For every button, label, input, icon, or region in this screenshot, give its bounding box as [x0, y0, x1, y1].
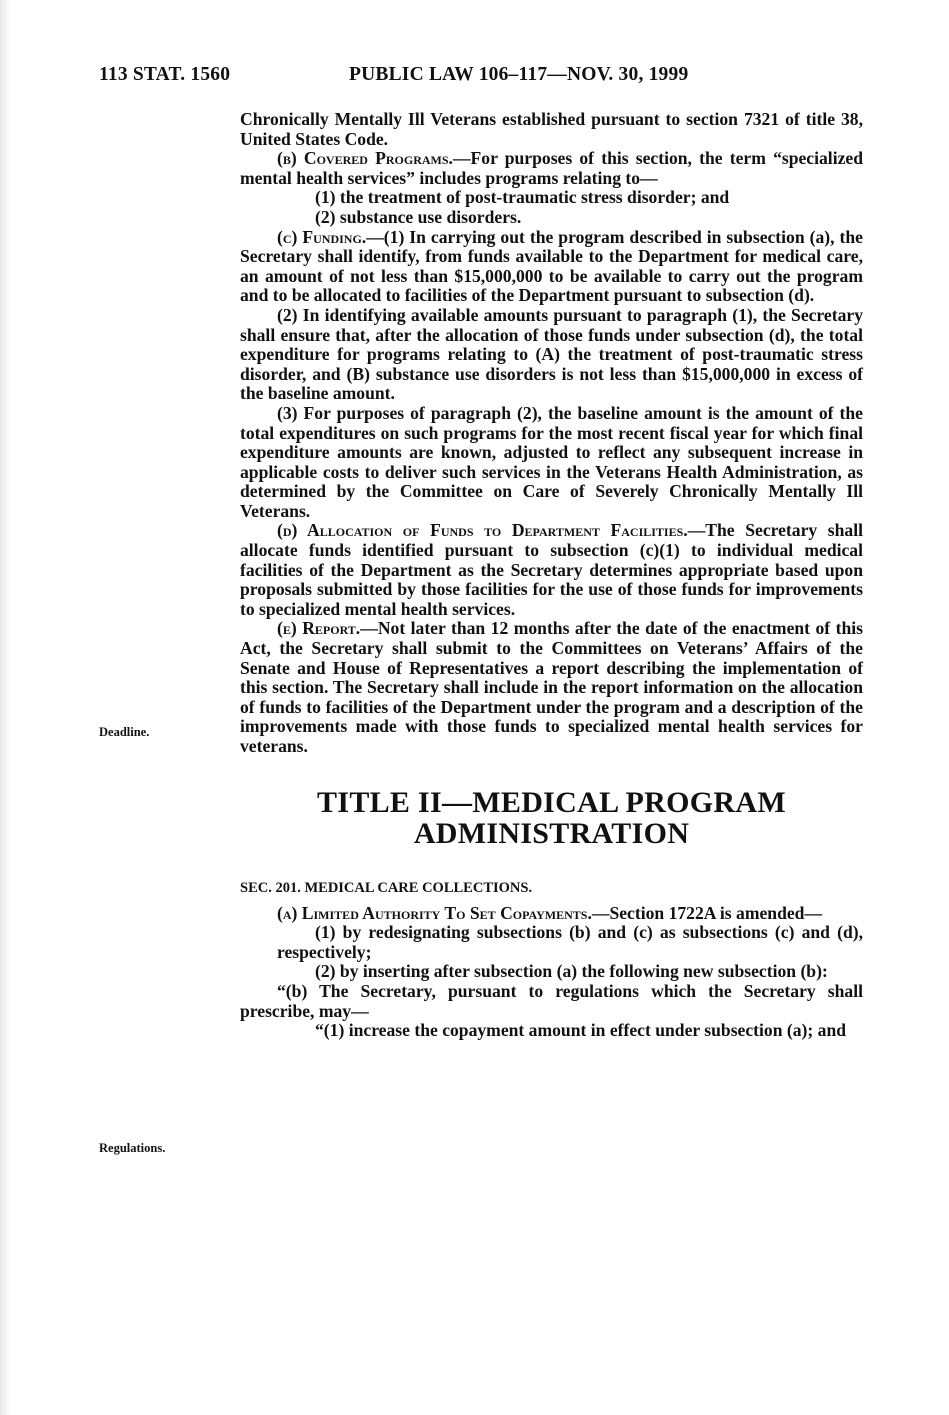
section-heading: SEC. 201. MEDICAL CARE COLLECTIONS.: [240, 879, 533, 896]
subsection-b-text: —For purposes of this section, the term “specialized mental health services” includes programs relating to—: [240, 148, 863, 188]
page-header-law: PUBLIC LAW 106–117—NOV. 30, 1999: [349, 64, 689, 85]
section-subsection-a: [240, 904, 863, 924]
subsection-b-item-1: (1) the treatment of post-traumatic stress disorder; and: [315, 187, 730, 208]
section-subsection-a-heading: (a) Limited Authority To Set Copayments.: [277, 902, 592, 923]
section-item-1: (1) by redesignating subsections (b) and (c) as subsections (c) and (d), respectively;: [277, 922, 863, 962]
quoted-item-1: “(1) increase the copayment amount in effect under subsection (a); and: [315, 1020, 847, 1041]
subsection-b-item-2: (2) substance use disorders.: [315, 206, 522, 227]
quoted-subsection-b: “(b) The Secretary, pursuant to regulations which the Secretary shall prescribe, may—: [240, 980, 863, 1021]
margin-note-deadline: Deadline.: [99, 725, 150, 739]
subsection-c-paragraph-2: (2) In identifying available amounts pursuant to paragraph (1), the Secretary shall ensure that, after the allocation of those funds under subsection (d), the total expenditure for programs relating to (A) the treatment of post-traumatic stress disorder, and (B) substance use disorders is not less than $15,000,000 in excess of the baseline amount.: [240, 304, 863, 404]
section-item-2: (2) by inserting after subsection (a) the following new subsection (b):: [315, 961, 828, 982]
subsection-d: [240, 521, 863, 619]
subsection-c-heading: (c) Funding.: [277, 226, 367, 247]
page-edge-shadow: [0, 0, 10, 1415]
subsection-e: [240, 619, 863, 756]
margin-note-regulations: Regulations.: [99, 1141, 166, 1155]
subsection-d-heading: (d) Allocation of Funds to Department Facilities.: [277, 520, 688, 541]
subsection-b-heading: (b) Covered Programs.: [277, 148, 453, 169]
title-heading: [240, 787, 863, 849]
subsection-e-heading: (e) Report.: [277, 618, 361, 639]
subsection-c-text: —(1) In carrying out the program described in subsection (a), the Secretary shall identify, from funds available to the Department for medical care, an amount of not less than $15,000,000 to be available to carry out the program and to be allocated to facilities of the Department pursuant to subsection (d).: [240, 226, 863, 306]
subsection-d-text: —The Secretary shall allocate funds identified pursuant to subsection (c)(1) to individual medical facilities of the Department as the Secretary determines appropriate based upon proposals submitted by those facilities for the use of those funds for improvements to specialized mental health services.: [240, 520, 864, 619]
subsection-c-paragraph-3: (3) For purposes of paragraph (2), the baseline amount is the amount of the total expenditures on such programs for the most recent fiscal year for which final expenditure amounts are known, adjusted to reflect any subsequent increase in applicable costs to deliver such services in the Veterans Health Administration, as determined by the Committee on Care of Severely Chronically Mentally Ill Veterans.: [240, 402, 863, 521]
body-text: [240, 110, 863, 1041]
title-line-2: ADMINISTRATION: [413, 816, 690, 850]
title-line-1: TITLE II—MEDICAL PROGRAM: [317, 785, 786, 819]
paragraph-continuation: Chronically Mentally Ill Veterans established pursuant to section 7321 of title 38, United States Code.: [240, 109, 863, 149]
subsection-e-text: —Not later than 12 months after the date of the enactment of this Act, the Secretary shall submit to the Committees on Veterans’ Affairs of the Senate and House of Representatives a report describing the implementation of this section. The Secretary shall include in the report information on the allocation of funds to facilities of the Department under the program and a description of the improvements made with those funds to specialized mental health services for veterans.: [240, 618, 864, 756]
subsection-c: [240, 228, 863, 306]
section-subsection-a-text: —Section 1722A is amended—: [591, 902, 823, 923]
page-header-stat: 113 STAT. 1560: [99, 64, 231, 85]
subsection-b: [240, 149, 863, 188]
